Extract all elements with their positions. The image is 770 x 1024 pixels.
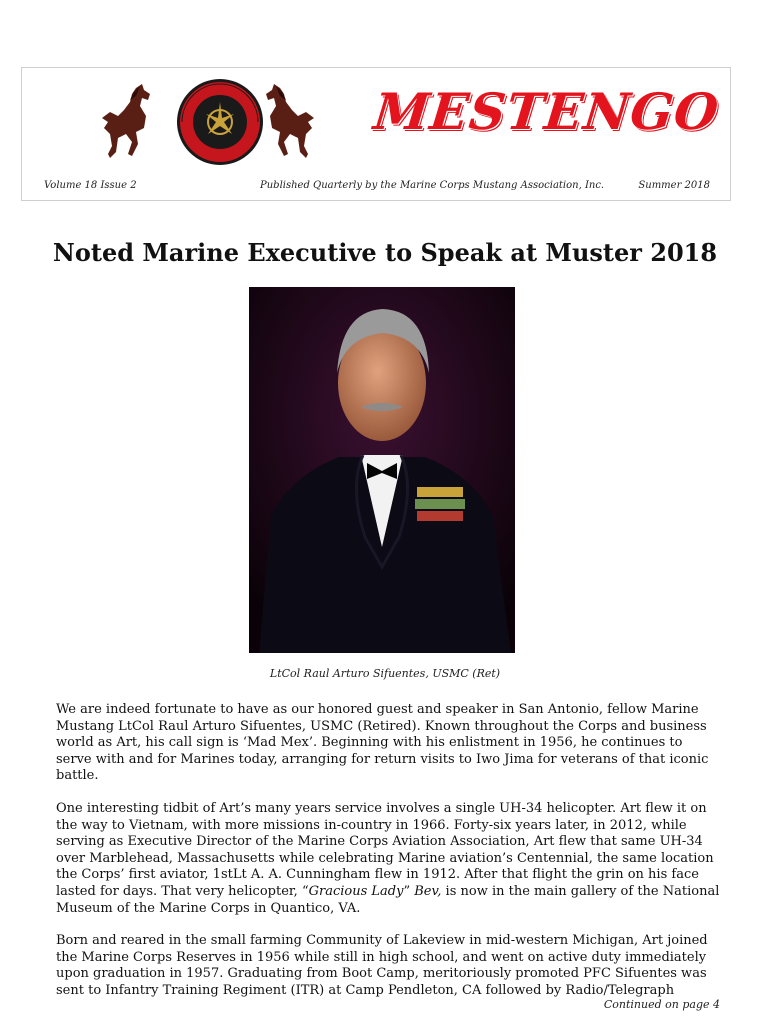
masthead [21,67,731,201]
paragraph: We are indeed fortunate to have as our honored guest and speaker in San Antonio, fellow Marine Mustang LtCol Raul Arturo Sifuentes, USMC (Retired). Known throughout the Corps and business world as Art, his call sign is ‘Mad Mex’. Beginning with his enlistment in 1956, he continues to serve with and for Marines today, arranging for return visits to Iwo Jima for veterans of that iconic battle. [56,702,709,784]
issue-season: Summer 2018 [638,180,710,191]
article-headline: Noted Marine Executive to Speak at Muster 2018 [52,238,718,267]
photo-caption: LtCol Raul Arturo Sifuentes, USMC (Ret) [269,667,501,680]
newsletter-title: MESTENGO [370,82,722,141]
portrait-photo [249,287,515,653]
issue-info [42,180,712,196]
rearing-horse-icon [96,82,162,162]
helicopter-name: Bev, [414,883,442,899]
rearing-horse-icon [254,82,320,162]
paragraph: Born and reared in the small farming Community of Lakeview in mid-western Michigan, Art joined the Marine Corps Reserves in 1956 while still in high school, and went on active duty immediately upon graduation in 1957. Graduating from Boot Camp, meritoriously promoted PFC Sifuentes was sent to Infantry Training Regiment (ITR) at Camp Pendleton, CA followed by Radio/Telegraph [56,933,708,998]
article-body [56,702,722,1016]
paragraph-text: is now in the main gallery of the National Museum of the Marine Corps in Quantico, VA. [56,883,720,916]
paragraph-text: One interesting tidbit of Art’s many years service involves a single UH-34 helicopter. Art flew it on the way to Vietnam, with more missions in-country in 1966. Forty-six years later, in 2012, while serving as Executive Director of the Marine Corps Aviation Association, Art flew that same UH-34 over Marblehead, Massachusetts while celebrating Marine aviation’s Centennial, the same location the Corps’ first aviator, 1stLt A. A. Cunningham flew in 1912. After that flight the grin on his face lasted for days. That very helicopter, “ [56,800,714,899]
continued-note: Continued on page 4 [603,998,720,1011]
paragraph-text: ” [403,883,415,899]
paragraph [56,801,722,917]
volume-issue: Volume 18 Issue 2 [44,180,137,191]
association-seal [176,78,264,166]
publisher-line: Published Quarterly by the Marine Corps Mustang Association, Inc. [260,180,605,191]
helicopter-name: Gracious Lady [308,883,404,899]
